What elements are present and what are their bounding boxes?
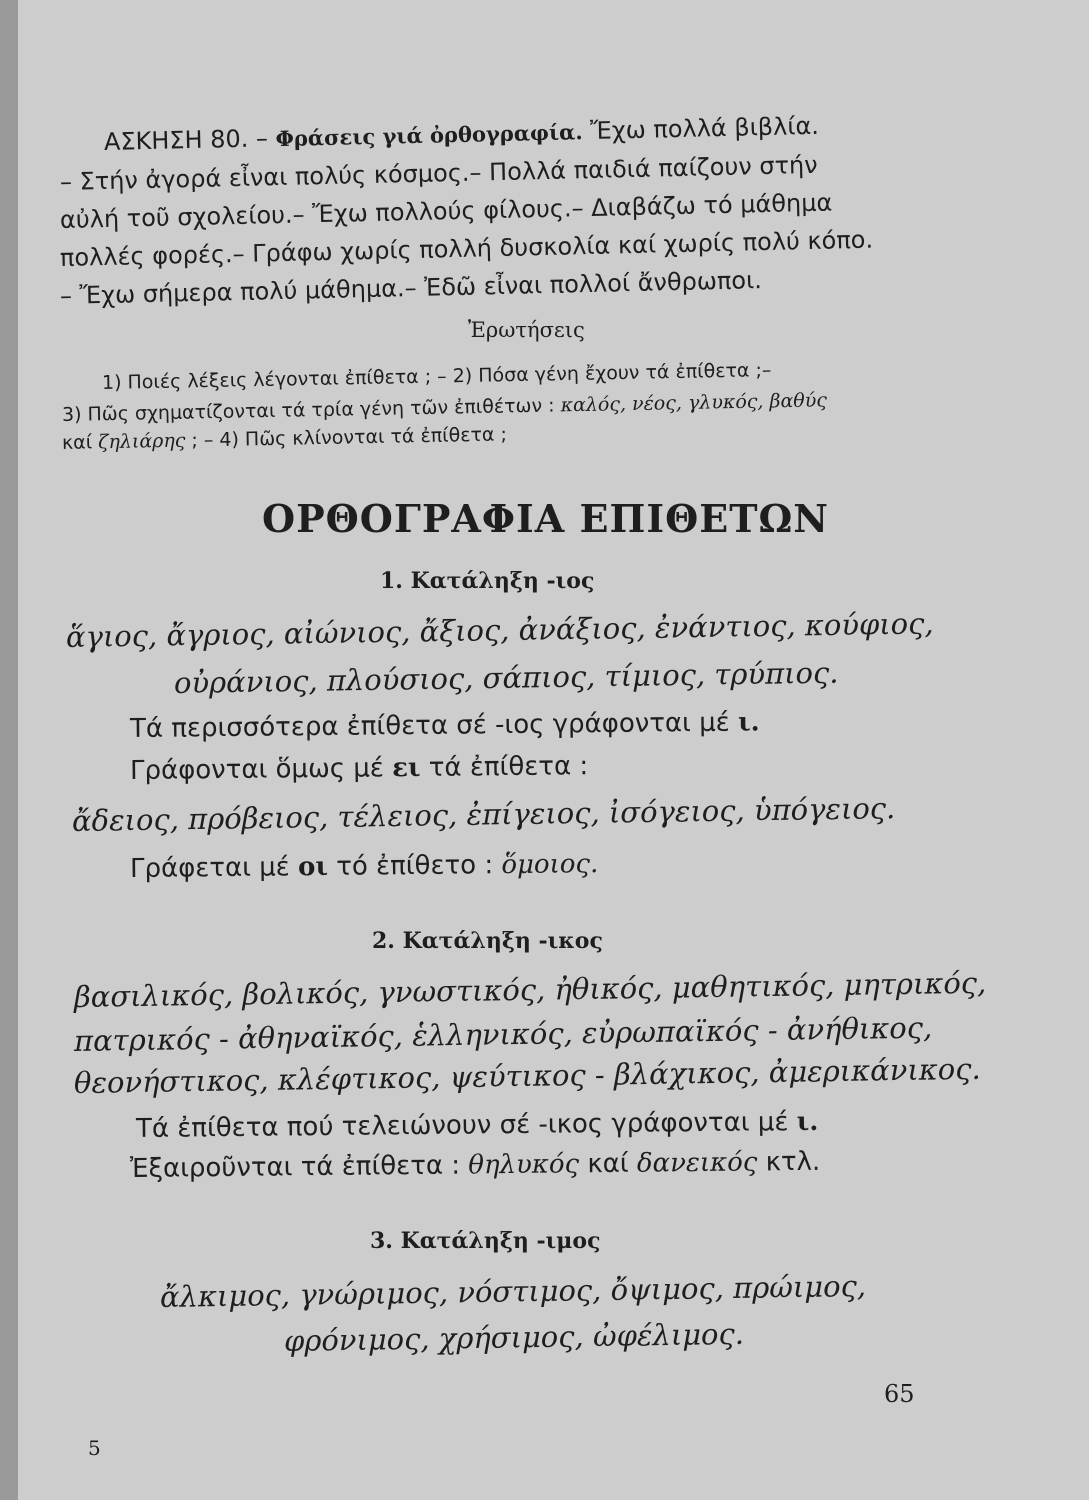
section-1-rule-1: Τά περισσότερα ἐπίθετα σέ -ιος γράφονται μέ ι. xyxy=(129,707,760,744)
exercise-text-1: Ἔχω πολλά βιβλία. xyxy=(589,111,820,145)
rule-letter: ι. xyxy=(737,707,760,738)
page-number: 65 xyxy=(884,1380,915,1408)
section-3-words-2: φρόνιμος, χρήσιμος, ὠφέλιμος. xyxy=(283,1316,745,1358)
section-2-words-2: πατρικός - ἀθηναϊκός, ἑλληνικός, εὐρωπαϊκός - ἀνήθικος, xyxy=(73,1010,933,1058)
signature-mark: 5 xyxy=(88,1436,101,1460)
question-examples: καλός, νέος, γλυκός, βαθύς xyxy=(560,389,828,417)
rule-letter: οι xyxy=(297,851,329,883)
section-2-rule-1: Τά ἐπίθετα πού τελειώνουν σέ -ικος γράφονται μέ ι. xyxy=(135,1106,819,1144)
questions-title: Ἐρωτήσεις xyxy=(468,318,585,342)
page-edge-shadow xyxy=(0,0,18,1500)
exercise-title: Φράσεις γιά ὀρθογραφία. xyxy=(275,119,583,152)
exercise-line-5: – Ἔχω σήμερα πολύ μάθημα.– Ἐδῶ εἶναι πολλοί ἄνθρωποι. xyxy=(59,266,763,310)
question-line-2: 3) Πῶς σχηματίζονται τά τρία γένη τῶν ἐπιθέτων : καλός, νέος, γλυκός, βαθύς xyxy=(61,389,828,426)
section-2-heading: 2. Κατάληξη -ικος xyxy=(372,928,603,954)
section-2-rule-2: Ἐξαιροῦνται τά ἐπίθετα : θηλυκός καί δανεικός κτλ. xyxy=(129,1146,821,1184)
section-2-words-3: θεονήστικος, κλέφτικος, ψεύτικος - βλάχικος, ἀμερικάνικος. xyxy=(73,1051,981,1100)
section-1-words-3: ἄδειος, πρόβειος, τέλειος, ἐπίγειος, ἰσόγειος, ὑπόγειος. xyxy=(71,791,896,838)
exercise-line-3: αὐλή τοῦ σχολείου.– Ἔχω πολλούς φίλους.– Διαβάζω τό μάθημα xyxy=(59,188,833,234)
question-line-3: καί ζηλιάρης ; – 4) Πῶς κλίνονται τά ἐπίθετα ; xyxy=(61,423,508,454)
section-1-rule-2: Γράφονται ὅμως μέ ει τά ἐπίθετα : xyxy=(129,751,589,786)
exercise-label: ΑΣΚΗΣΗ 80. – xyxy=(103,124,269,156)
rule-letter: ει xyxy=(392,752,421,784)
section-1-words-2: οὐράνιος, πλούσιος, σάπιος, τίμιος, τρύπιος. xyxy=(173,655,839,700)
section-3-words-1: ἄλκιμος, γνώριμος, νόστιμος, ὄψιμος, πρώιμος, xyxy=(159,1268,867,1314)
exercise-line-4: πολλές φορές.– Γράφω χωρίς πολλή δυσκολία καί χωρίς πολύ κόπο. xyxy=(59,225,874,272)
chapter-title: ΟΡΘΟΓΡΑΦΙΑ ΕΠΙΘΕΤΩΝ xyxy=(262,496,830,541)
section-1-words-1: ἅγιος, ἄγριος, αἰώνιος, ἄξιος, ἀνάξιος, ἐνάντιος, κούφιος, xyxy=(65,606,934,654)
rule-letter: ι. xyxy=(796,1106,819,1138)
section-1-rule-3: Γράφεται μέ οι τό ἐπίθετο : ὅμοιος. xyxy=(129,849,599,884)
question-line-1: 1) Ποιές λέξεις λέγονται ἐπίθετα ; – 2) Πόσα γένη ἔχουν τά ἐπίθετα ;– xyxy=(101,359,772,394)
exercise-line-1 xyxy=(103,111,820,156)
section-3-heading: 3. Κατάληξη -ιμος xyxy=(370,1228,601,1254)
section-2-words-1: βασιλικός, βολικός, γνωστικός, ἠθικός, μαθητικός, μητρικός, xyxy=(73,965,987,1014)
section-1-heading: 1. Κατάληξη -ιος xyxy=(380,568,595,594)
exercise-line-2: – Στήν ἀγορά εἶναι πολύς κόσμος.– Πολλά παιδιά παίζουν στήν xyxy=(59,150,818,196)
